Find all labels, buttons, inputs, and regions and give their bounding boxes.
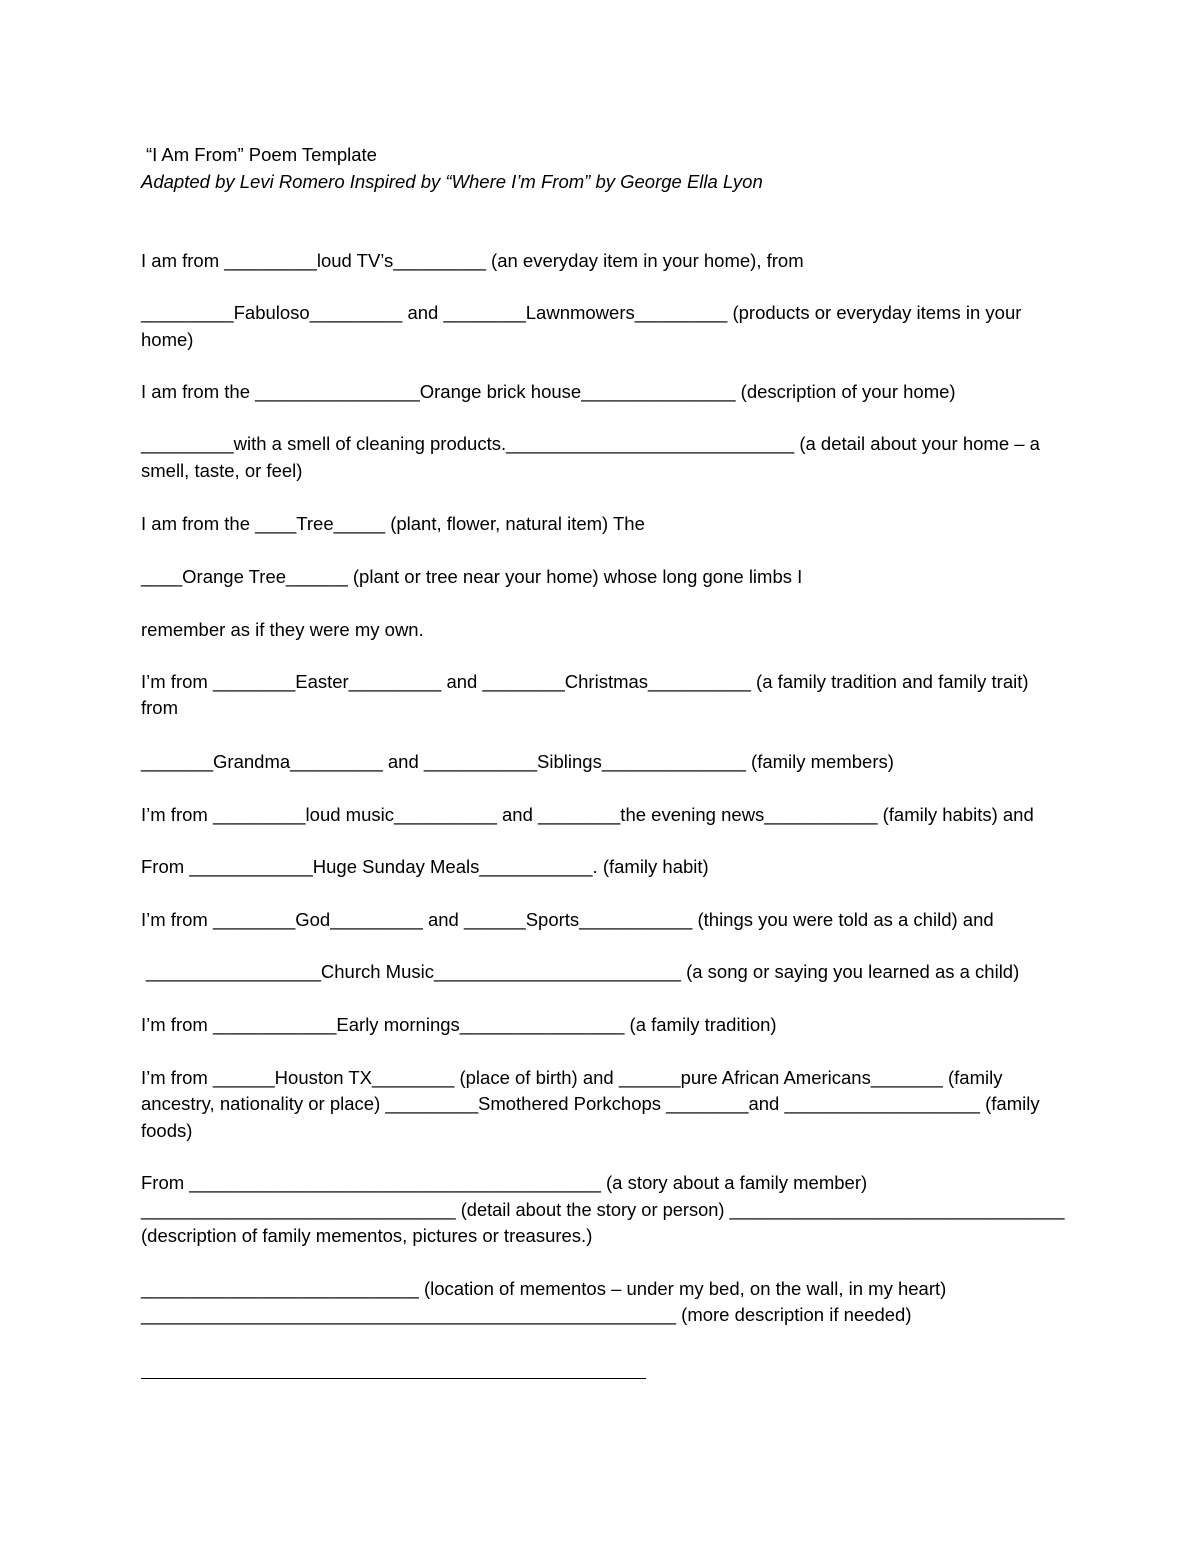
- poem-line: ____Orange Tree______ (plant or tree near your home) whose long gone limbs I: [141, 566, 803, 587]
- poem-line: ancestry, nationality or place) _________Smothered Porkchops ________and ___________________ (family: [141, 1093, 1040, 1114]
- poem-line: home): [141, 329, 194, 350]
- poem-line: ____________________________________________________ (more description if needed): [141, 1304, 912, 1325]
- poem-line: smell, taste, or feel): [141, 460, 303, 481]
- poem-line: remember as if they were my own.: [141, 619, 424, 640]
- poem-line: From ____________Huge Sunday Meals___________. (family habit): [141, 856, 709, 877]
- poem-line: I’m from ____________Early mornings________________ (a family tradition): [141, 1014, 777, 1035]
- poem-line: I’m from ________Easter_________ and ________Christmas__________ (a family tradition and family trait): [141, 671, 1029, 692]
- poem-line: _________with a smell of cleaning products.____________________________ (a detail about your home – a: [141, 433, 1040, 454]
- page-title: “I Am From” Poem Template: [146, 144, 377, 165]
- poem-line: ___________________________ (location of mementos – under my bed, on the wall, in my heart): [141, 1278, 947, 1299]
- page-subtitle: Adapted by Levi Romero Inspired by “Where I’m From” by George Ella Lyon: [141, 171, 763, 192]
- poem-line: I am from the ________________Orange brick house_______________ (description of your home): [141, 381, 956, 402]
- poem-line: I am from the ____Tree_____ (plant, flower, natural item) The: [141, 513, 645, 534]
- poem-line: _________________Church Music________________________ (a song or saying you learned as a child): [146, 961, 1020, 982]
- poem-line: I’m from ______Houston TX________ (place of birth) and ______pure African Americans_______ (family: [141, 1067, 1003, 1088]
- poem-line: from: [141, 697, 178, 718]
- poem-line: (description of family mementos, pictures or treasures.): [141, 1225, 593, 1246]
- poem-line: _______________________________ (detail about the story or person) _________________________________: [141, 1199, 1065, 1220]
- poem-line: _________Fabuloso_________ and ________Lawnmowers_________ (products or everyday items in your: [141, 302, 1022, 323]
- poem-line: _______Grandma_________ and ___________Siblings______________ (family members): [141, 751, 894, 772]
- poem-line: I’m from _________loud music__________ and ________the evening news___________ (family habits) and: [141, 804, 1034, 825]
- poem-line: foods): [141, 1120, 193, 1141]
- poem-line: I’m from ________God_________ and ______Sports___________ (things you were told as a child) and: [141, 909, 994, 930]
- poem-line: I am from _________loud TV’s_________ (an everyday item in your home), from: [141, 250, 804, 271]
- blank-answer-line: [141, 1378, 646, 1379]
- poem-line: From ________________________________________ (a story about a family member): [141, 1172, 868, 1193]
